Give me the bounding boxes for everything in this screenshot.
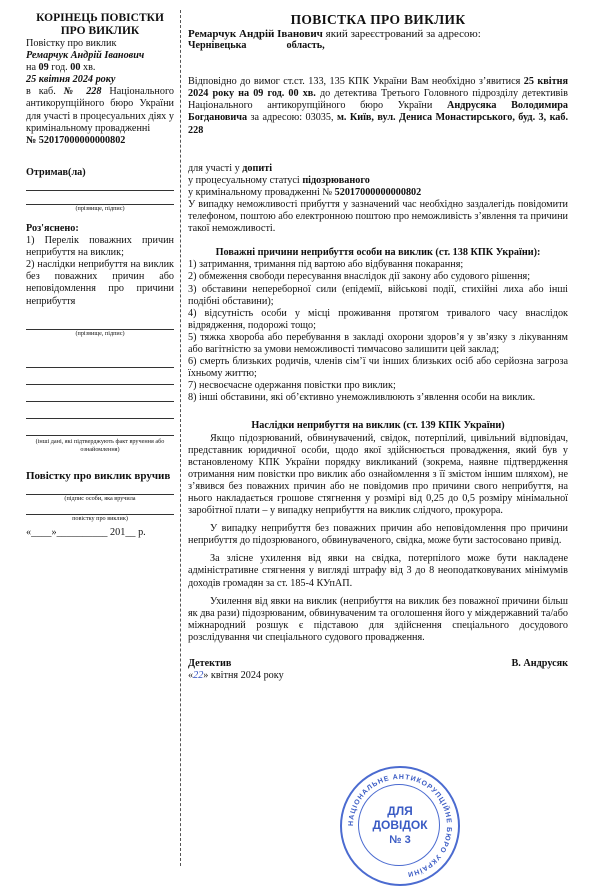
stamp-line-3: № 3 [389,834,411,846]
other-line-4 [26,407,174,419]
stub-title: КОРІНЕЦЬ ПОВІСТКИ ПРО ВИКЛИК [36,12,164,37]
consequences-para-3: За злісне ухилення від явки на свідка, потерпілого може бути накладене адміністративне стягнення у вигляді штрафу від 3 до 8 неоподатковуваних мінімумів доходів громадян за ст. 185-4 КУпАП. [188,553,568,589]
reason-item: 6) смерть близьких родичів, членів сім’ї чи інших близьких осіб або серйозна загроза їхньому життю; [188,356,568,380]
summons-title: ПОВІСТКА ПРО ВИКЛИК [290,12,466,27]
reason-item: 1) затримання, тримання під вартою або відбування покарання; [188,259,464,271]
received-label: Отримав(ла) [26,166,86,178]
explained-label: Роз'яснено: [26,222,79,234]
other-line-5 [26,424,174,436]
consequences-para-1: Якщо підозрюваний, обвинувачений, свідок, потерпілий, цивільний відповідач, представник юридичної особи, щодо якої здійснюється провадження, який був у встановленому КПК України порядку викликаний (зокрема, наявне підтвердження отримання ним повістки про виклик або ознайомлення з її змістом іншим шляхом), не з’явився без поважних причин або не повідомив про причини свого неприбуття, на нього накладається грошове стягнення у розмірі від 0,25 до 0,5 розміру мінімальної заробітної плати – у випадку неприбуття на виклик слідчого, прокурора. [188,432,568,517]
reason-item: 8) інші обставини, які об’єктивно унеможливлюють з’явлення особи на виклик. [188,392,536,404]
consequences-para-4: Ухилення від явки на виклик (неприбуття на виклик без поважної причини більш як два рази) підозрюваним, обвинуваченим та оголошення його у міждержавний та/або міжнародний розшук є підставою для здійснення спеціального досудового розслідування чи спеціального судового провадження. [188,595,568,643]
explained-caption: (прізвище, підпис) [75,329,125,337]
stub-date-line: «____»__________ 201__ р. [26,526,146,538]
stub-case-no: № 52017000000000802 [26,134,126,146]
explained-item-2: 2) наслідки неприбуття на виклик без поважних причин або неповідомлення про причини неприбуття [26,259,174,307]
explained-line [26,318,174,330]
other-line-2 [26,373,174,385]
official-stamp [340,766,460,886]
consequences-title: Наслідки неприбуття на виклик (ст. 139 КПК України) [251,420,505,432]
received-line-1 [26,179,174,191]
stub-name: Ремарчук Андрій Іванович [26,50,145,62]
stamp-line-1: ДЛЯ [387,804,413,818]
case-line: у кримінальному провадженні № 52017000000000802 [188,186,422,198]
signer-label: Детектив [188,658,232,670]
reason-item: 5) тяжка хвороба або перебування в закладі охорони здоров’я у зв’язку з лікуванням або вагітністю за умови неможливості тимчасово залишити цей заклад; [188,331,568,355]
summons-column [188,12,568,682]
notice-text: У випадку неможливості прибуття у зазначений час необхідно заздалегідь повідомити телефоном, поштою або електронною поштою про неможливість з’явлення та причини такої неможливості. [188,198,568,235]
received-line-2 [26,193,174,205]
explained-item-1: 1) Перелік поважних причин неприбуття на виклик; [26,235,174,259]
served-line [26,483,174,495]
reason-item: 7) несвоєчасне одержання повістки про виклик; [188,380,396,392]
stamp-line-2: ДОВІДОК [372,818,428,832]
stub-time: на 09 год. 00 хв. [26,62,96,74]
cut-line [180,10,181,866]
stub-column [26,12,174,539]
other-line-3 [26,390,174,402]
svg-text:НАЦІОНАЛЬНЕ АНТИКОРУПЦІЙНЕ БЮР: НАЦІОНАЛЬНЕ АНТИКОРУПЦІЙНЕ БЮРО УКРАЇНИ [347,773,453,878]
stub-date: 25 квітня 2024 року [26,74,116,86]
reason-item: 2) обмеження свободи пересування внаслідок дії закону або судового рішення; [188,271,531,283]
reason-item: 3) обставини непереборної сили (епідемії, військові події, стихійні лиха або інші подібні обставини); [188,283,568,307]
stub-room: в каб. № 228 Національного антикорупційного бюро України для участі в процесуальних діях у кримінальному провадженні [26,86,174,134]
other-line-1 [26,356,174,368]
served-caption-2: повістку про виклик) [72,514,128,522]
consequences-para-2: У випадку неприбуття без поважних причин або неповідомлення про причини неприбуття до підозрюваного, обвинуваченого, свідка, може бути застосовано привід. [188,523,568,547]
status-line: у процесуальному статусі підозрюваного [188,174,370,186]
reason-item: 4) відсутність особи у місці проживання протягом тривалого часу внаслідок відрядження, подорожі тощо; [188,307,568,331]
reasons-title: Поважні причини неприбуття особи на виклик (ст. 138 КПК України): [215,247,541,259]
addressee-region: Чернівецька область, [188,40,325,52]
stub-line1: Повістку про виклик [26,38,117,49]
received-caption: (прізвище, підпис) [75,204,125,212]
served-caption: (підпис особи, яка вручила [64,494,136,502]
summons-paragraph: Відповідно до вимог ст.ст. 133, 135 КПК України Вам необхідно з’явитися 25 квітня 2024 року на 09 год. 00 хв. до детектива Третього Головного підрозділу детективів Національного антикорупційного бюро України Андрусяка Володимира Богдановича за адресою: 03035, м. Київ, вул. Дениса Монастирського, буд. 3, каб. 228 [188,76,569,136]
signer-name: В. Андрусяк [511,658,568,670]
reasons-list [188,259,568,404]
signature-date: «22» квітня 2024 року [188,670,284,682]
served-label: Повістку про виклик вручив [26,469,171,482]
addressee: Ремарчук Андрій Іванович який зареєстрований за адресою: [188,28,481,40]
served-line-2 [26,503,174,515]
signature-row [188,658,568,670]
other-caption: (інші дані, які підтверджують факт вручення або ознайомлення) [35,437,165,453]
purpose-line: для участі у допиті [188,162,273,174]
